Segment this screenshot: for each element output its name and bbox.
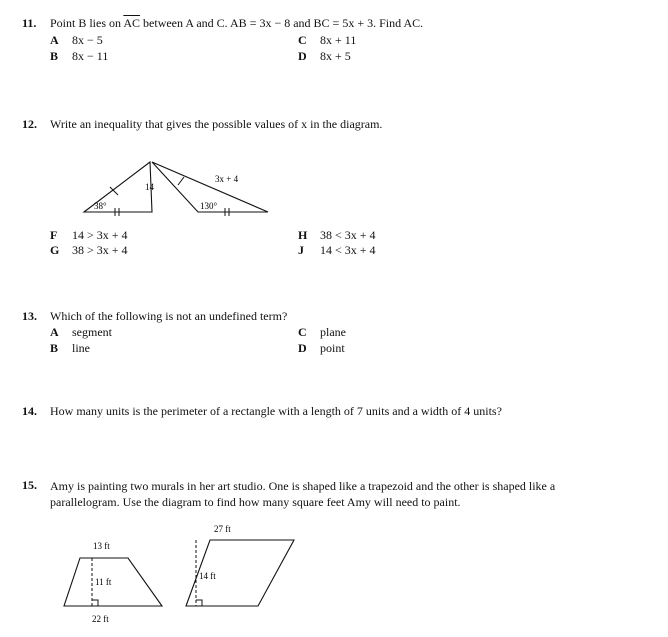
triangles-diagram <box>72 157 332 227</box>
question-text: Amy is painting two murals in her art studio. One is shaped like a trapezoid and the other is shaped like a parallelogram. Use the diagram to find how many square feet Amy will need to paint. <box>50 479 556 509</box>
question-number: 15. <box>22 478 37 492</box>
option-g[interactable]: G 38 > 3x + 4 <box>50 243 128 257</box>
angle-130-label: 130° <box>200 201 218 211</box>
question-number: 14. <box>22 404 37 418</box>
option-j[interactable]: J 14 < 3x + 4 <box>298 243 376 257</box>
angle-38-label: 38° <box>94 201 107 211</box>
murals-diagram <box>62 520 322 630</box>
trapezoid <box>64 558 162 606</box>
question-text: Which of the following is not an undefined term? <box>50 309 288 323</box>
parallelogram-height-label: 14 ft <box>199 571 216 581</box>
question-11 <box>22 16 652 76</box>
question-15 <box>22 478 652 628</box>
question-number: 13. <box>22 309 37 323</box>
question-14 <box>22 404 652 424</box>
option-c[interactable]: C plane <box>298 325 346 339</box>
trapezoid-top-label: 13 ft <box>93 541 110 551</box>
option-h[interactable]: H 38 < 3x + 4 <box>298 228 376 242</box>
question-text: Point B lies on $\overline{AC}$ between A and C. AB = 3x − 8 and BC = 5x + 3. Find AC. <box>50 16 424 30</box>
question-text: Write an inequality that gives the possible values of x in the diagram. <box>50 117 383 131</box>
trapezoid-height-label: 11 ft <box>95 577 112 587</box>
option-d[interactable]: D point <box>298 341 345 355</box>
question-12 <box>22 117 652 262</box>
segment-ac: $\overline{AC}$ <box>123 16 141 30</box>
option-a[interactable]: A 8x − 5 <box>50 33 103 47</box>
question-number: 12. <box>22 117 37 131</box>
option-d[interactable]: D 8x + 5 <box>298 49 351 63</box>
question-text: How many units is the perimeter of a rectangle with a length of 7 units and a width of 4 units? <box>50 404 502 418</box>
question-13 <box>22 309 652 359</box>
side-3x4-label: 3x + 4 <box>215 174 239 184</box>
option-b[interactable]: B 8x − 11 <box>50 49 109 63</box>
option-c[interactable]: C 8x + 11 <box>298 33 357 47</box>
question-number: 11. <box>22 16 37 30</box>
side-14-label: 14 <box>145 182 154 192</box>
option-b[interactable]: B line <box>50 341 90 355</box>
option-f[interactable]: F 14 > 3x + 4 <box>50 228 128 242</box>
option-a[interactable]: A segment <box>50 325 112 339</box>
trapezoid-bottom-label: 22 ft <box>92 614 109 624</box>
parallelogram-top-label: 27 ft <box>214 524 231 534</box>
